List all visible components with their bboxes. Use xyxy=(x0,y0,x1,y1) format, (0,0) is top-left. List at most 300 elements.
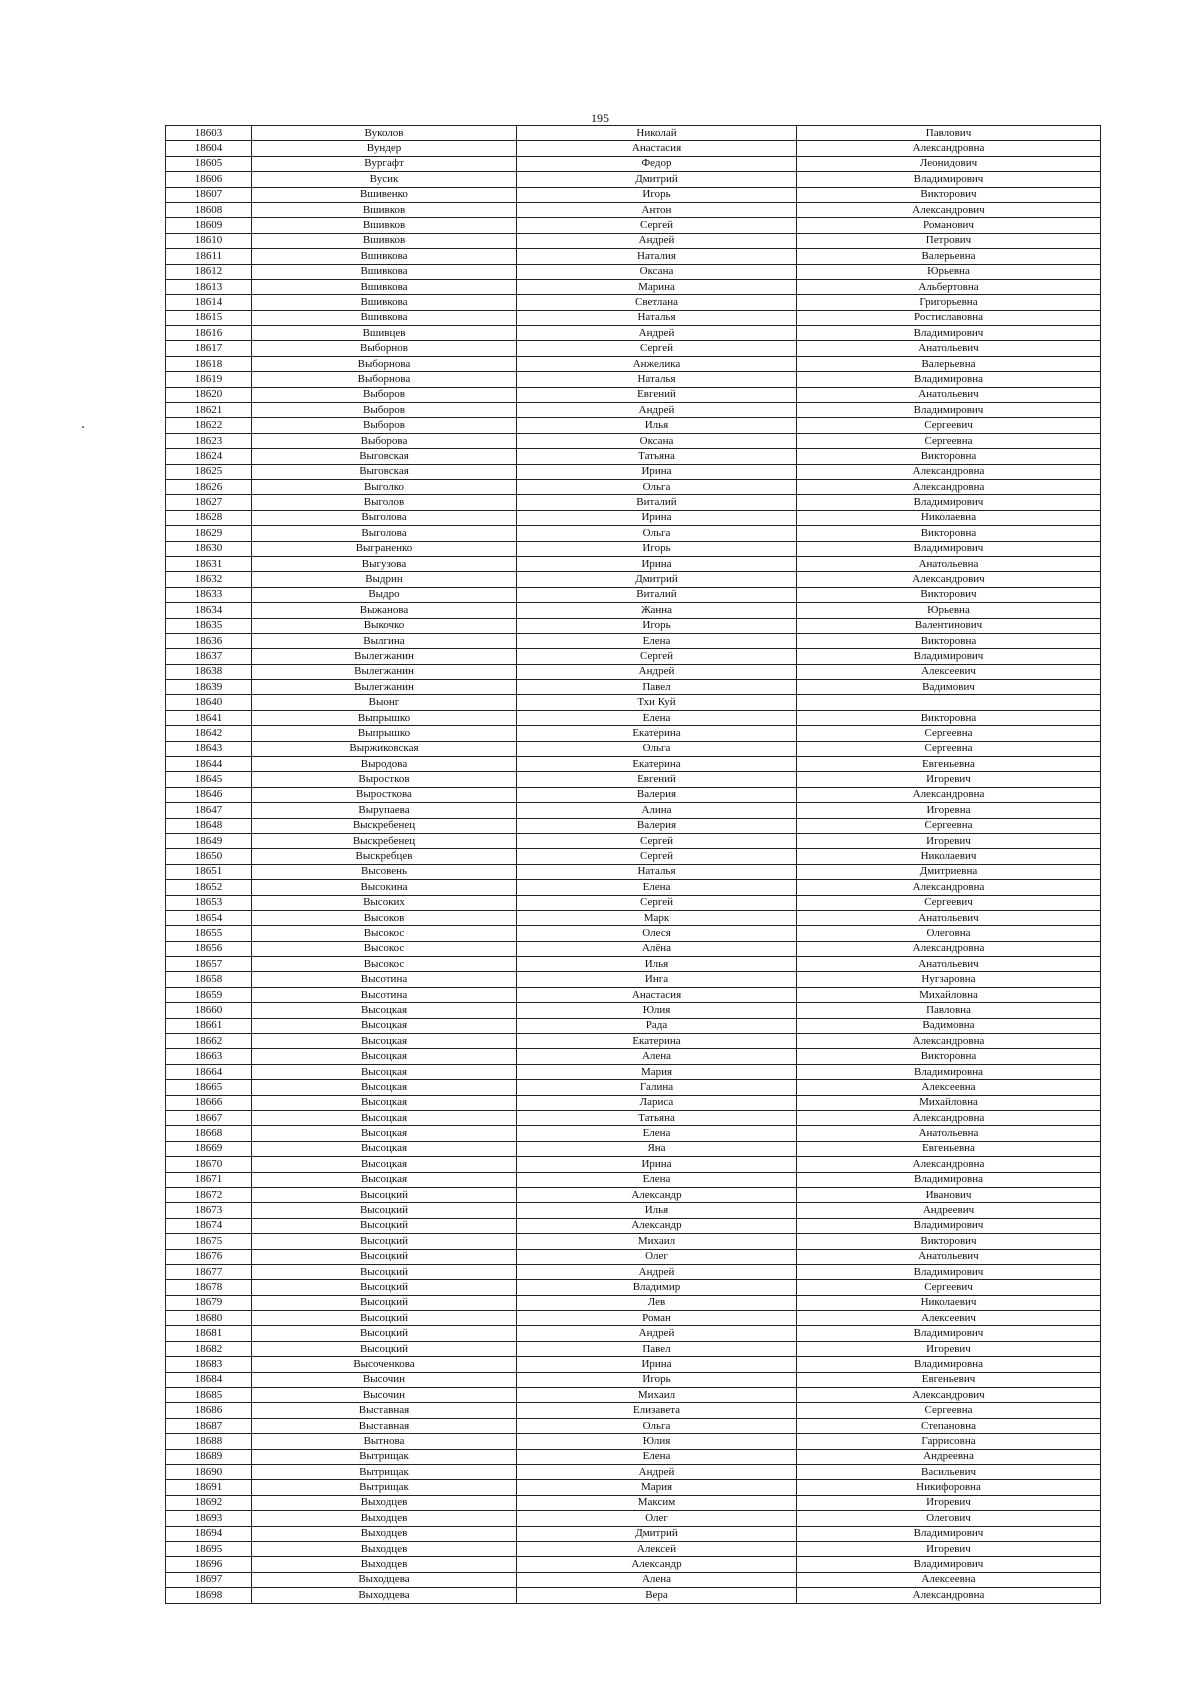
surname-cell: Выборова xyxy=(252,433,517,448)
surname-cell: Выкочко xyxy=(252,618,517,633)
patronymic-cell: Петрович xyxy=(797,233,1101,248)
surname-cell: Высоцкая xyxy=(252,1141,517,1156)
table-row xyxy=(166,541,1101,556)
row-number-cell: 18659 xyxy=(166,987,252,1002)
patronymic-cell: Никифоровна xyxy=(797,1480,1101,1495)
table-row xyxy=(166,1049,1101,1064)
surname-cell: Выдро xyxy=(252,587,517,602)
first-name-cell: Ирина xyxy=(517,510,797,525)
row-number-cell: 18672 xyxy=(166,1187,252,1202)
first-name-cell: Александр xyxy=(517,1218,797,1233)
row-number-cell: 18642 xyxy=(166,726,252,741)
patronymic-cell: Вадимовна xyxy=(797,1018,1101,1033)
table-row xyxy=(166,1449,1101,1464)
scan-speck xyxy=(82,426,84,428)
table-row xyxy=(166,833,1101,848)
surname-cell: Выборов xyxy=(252,403,517,418)
patronymic-cell: Владимирович xyxy=(797,1557,1101,1572)
table-row xyxy=(166,803,1101,818)
row-number-cell: 18693 xyxy=(166,1511,252,1526)
surname-cell: Выграненко xyxy=(252,541,517,556)
first-name-cell: Вера xyxy=(517,1588,797,1603)
first-name-cell: Сергей xyxy=(517,649,797,664)
patronymic-cell: Юрьевна xyxy=(797,264,1101,279)
table-row xyxy=(166,202,1101,217)
first-name-cell: Марина xyxy=(517,279,797,294)
surname-cell: Высовень xyxy=(252,864,517,879)
row-number-cell: 18655 xyxy=(166,926,252,941)
surname-cell: Высотина xyxy=(252,987,517,1002)
table-row xyxy=(166,757,1101,772)
patronymic-cell: Александрович xyxy=(797,1388,1101,1403)
table-row xyxy=(166,1357,1101,1372)
table-row xyxy=(166,864,1101,879)
table-row xyxy=(166,1203,1101,1218)
table-row xyxy=(166,1249,1101,1264)
first-name-cell: Яна xyxy=(517,1141,797,1156)
row-number-cell: 18641 xyxy=(166,710,252,725)
row-number-cell: 18621 xyxy=(166,403,252,418)
surname-cell: Высоцкая xyxy=(252,1018,517,1033)
first-name-cell: Михаил xyxy=(517,1234,797,1249)
surname-cell: Высоцкий xyxy=(252,1203,517,1218)
row-number-cell: 18698 xyxy=(166,1588,252,1603)
first-name-cell: Михаил xyxy=(517,1388,797,1403)
patronymic-cell: Николаевич xyxy=(797,849,1101,864)
surname-cell: Высоцкая xyxy=(252,1172,517,1187)
first-name-cell: Илья xyxy=(517,957,797,972)
patronymic-cell: Анатольевна xyxy=(797,556,1101,571)
table-row xyxy=(166,787,1101,802)
row-number-cell: 18696 xyxy=(166,1557,252,1572)
row-number-cell: 18639 xyxy=(166,680,252,695)
patronymic-cell: Васильевич xyxy=(797,1464,1101,1479)
surname-cell: Высоцкая xyxy=(252,1111,517,1126)
patronymic-cell: Павлович xyxy=(797,126,1101,141)
table-row xyxy=(166,1557,1101,1572)
table-row xyxy=(166,1018,1101,1033)
patronymic-cell: Анатольевич xyxy=(797,387,1101,402)
first-name-cell: Татьяна xyxy=(517,449,797,464)
row-number-cell: 18697 xyxy=(166,1572,252,1587)
first-name-cell: Екатерина xyxy=(517,1034,797,1049)
surname-cell: Выходцева xyxy=(252,1588,517,1603)
table-row xyxy=(166,387,1101,402)
first-name-cell: Сергей xyxy=(517,341,797,356)
surname-cell: Вшивкова xyxy=(252,249,517,264)
row-number-cell: 18631 xyxy=(166,556,252,571)
row-number-cell: 18684 xyxy=(166,1372,252,1387)
table-row xyxy=(166,1280,1101,1295)
surname-cell: Высоцкий xyxy=(252,1218,517,1233)
table-row xyxy=(166,772,1101,787)
first-name-cell: Валерия xyxy=(517,787,797,802)
surname-cell: Вытрищак xyxy=(252,1480,517,1495)
row-number-cell: 18651 xyxy=(166,864,252,879)
first-name-cell: Антон xyxy=(517,202,797,217)
first-name-cell: Ольга xyxy=(517,741,797,756)
surname-cell: Выголова xyxy=(252,510,517,525)
patronymic-cell: Викторовна xyxy=(797,526,1101,541)
patronymic-cell: Михайловна xyxy=(797,987,1101,1002)
patronymic-cell: Игоревич xyxy=(797,1541,1101,1556)
surname-cell: Выголов xyxy=(252,495,517,510)
table-row xyxy=(166,926,1101,941)
surname-cell: Выходцев xyxy=(252,1526,517,1541)
surname-cell: Выставная xyxy=(252,1418,517,1433)
first-name-cell: Владимир xyxy=(517,1280,797,1295)
first-name-cell: Александр xyxy=(517,1187,797,1202)
patronymic-cell: Юрьевна xyxy=(797,603,1101,618)
row-number-cell: 18604 xyxy=(166,141,252,156)
first-name-cell: Елена xyxy=(517,1172,797,1187)
patronymic-cell: Альбертовна xyxy=(797,279,1101,294)
surname-cell: Высоцкий xyxy=(252,1341,517,1356)
surname-cell: Выборов xyxy=(252,418,517,433)
table-row xyxy=(166,1295,1101,1310)
row-number-cell: 18624 xyxy=(166,449,252,464)
first-name-cell: Марк xyxy=(517,910,797,925)
table-row xyxy=(166,1541,1101,1556)
table-row xyxy=(166,1234,1101,1249)
row-number-cell: 18618 xyxy=(166,356,252,371)
surname-cell: Высоков xyxy=(252,910,517,925)
surname-cell: Выскребенец xyxy=(252,818,517,833)
surname-cell: Высоцкий xyxy=(252,1311,517,1326)
patronymic-cell: Александрович xyxy=(797,572,1101,587)
row-number-cell: 18656 xyxy=(166,941,252,956)
table-row xyxy=(166,1480,1101,1495)
row-number-cell: 18608 xyxy=(166,202,252,217)
first-name-cell: Галина xyxy=(517,1080,797,1095)
surname-cell: Высоцкий xyxy=(252,1326,517,1341)
patronymic-cell: Викторовна xyxy=(797,449,1101,464)
table-row xyxy=(166,279,1101,294)
patronymic-cell: Александровна xyxy=(797,1588,1101,1603)
row-number-cell: 18638 xyxy=(166,664,252,679)
row-number-cell: 18665 xyxy=(166,1080,252,1095)
row-number-cell: 18657 xyxy=(166,957,252,972)
table-row xyxy=(166,1187,1101,1202)
table-row xyxy=(166,264,1101,279)
patronymic-cell: Нугзаровна xyxy=(797,972,1101,987)
patronymic-cell: Владимирович xyxy=(797,541,1101,556)
first-name-cell: Олег xyxy=(517,1249,797,1264)
surname-cell: Выскребцев xyxy=(252,849,517,864)
row-number-cell: 18619 xyxy=(166,372,252,387)
surname-cell: Вшивкова xyxy=(252,310,517,325)
surname-cell: Вылегжанин xyxy=(252,664,517,679)
table-row xyxy=(166,1157,1101,1172)
table-row xyxy=(166,141,1101,156)
surname-cell: Выростков xyxy=(252,772,517,787)
patronymic-cell: Сергеевна xyxy=(797,818,1101,833)
first-name-cell: Виталий xyxy=(517,587,797,602)
first-name-cell: Оксана xyxy=(517,433,797,448)
table-row xyxy=(166,572,1101,587)
table-row xyxy=(166,587,1101,602)
table-row xyxy=(166,910,1101,925)
row-number-cell: 18677 xyxy=(166,1264,252,1279)
surname-cell: Вырупаева xyxy=(252,803,517,818)
patronymic-cell: Леонидович xyxy=(797,156,1101,171)
patronymic-cell: Евгеньевич xyxy=(797,1372,1101,1387)
surname-cell: Выговская xyxy=(252,449,517,464)
table-row xyxy=(166,1064,1101,1079)
first-name-cell: Анжелика xyxy=(517,356,797,371)
patronymic-cell: Николаевич xyxy=(797,1295,1101,1310)
surname-cell: Высотина xyxy=(252,972,517,987)
table-row xyxy=(166,1326,1101,1341)
page-number: 195 xyxy=(591,111,609,125)
first-name-cell: Андрей xyxy=(517,664,797,679)
first-name-cell: Жанна xyxy=(517,603,797,618)
row-number-cell: 18674 xyxy=(166,1218,252,1233)
surname-cell: Выродова xyxy=(252,757,517,772)
first-name-cell: Андрей xyxy=(517,1326,797,1341)
surname-cell: Высоцкий xyxy=(252,1234,517,1249)
first-name-cell: Елена xyxy=(517,1126,797,1141)
patronymic-cell: Владимирович xyxy=(797,1326,1101,1341)
patronymic-cell: Евгеньевна xyxy=(797,757,1101,772)
table-row xyxy=(166,418,1101,433)
surname-cell: Вшивенко xyxy=(252,187,517,202)
surname-cell: Высоцкая xyxy=(252,1157,517,1172)
surname-cell: Вылгина xyxy=(252,633,517,648)
surname-cell: Выгузова xyxy=(252,556,517,571)
surname-cell: Вшивцев xyxy=(252,326,517,341)
first-name-cell: Николай xyxy=(517,126,797,141)
patronymic-cell: Сергеевич xyxy=(797,1280,1101,1295)
first-name-cell: Валерия xyxy=(517,818,797,833)
patronymic-cell: Владимирович xyxy=(797,495,1101,510)
row-number-cell: 18640 xyxy=(166,695,252,710)
patronymic-cell: Владимирович xyxy=(797,172,1101,187)
patronymic-cell: Андреевич xyxy=(797,1203,1101,1218)
surname-cell: Вшивков xyxy=(252,202,517,217)
row-number-cell: 18623 xyxy=(166,433,252,448)
surname-cell: Выпрышко xyxy=(252,710,517,725)
table-row xyxy=(166,172,1101,187)
first-name-cell: Сергей xyxy=(517,895,797,910)
patronymic-cell: Алексеевич xyxy=(797,1311,1101,1326)
first-name-cell: Ирина xyxy=(517,556,797,571)
patronymic-cell: Анатольевич xyxy=(797,910,1101,925)
table-row xyxy=(166,233,1101,248)
table-row xyxy=(166,341,1101,356)
table-row xyxy=(166,680,1101,695)
table-row xyxy=(166,649,1101,664)
table-row xyxy=(166,1434,1101,1449)
row-number-cell: 18671 xyxy=(166,1172,252,1187)
first-name-cell: Игорь xyxy=(517,1372,797,1387)
first-name-cell: Игорь xyxy=(517,187,797,202)
first-name-cell: Андрей xyxy=(517,403,797,418)
surname-cell: Высоченкова xyxy=(252,1357,517,1372)
surname-cell: Выговская xyxy=(252,464,517,479)
first-name-cell: Илья xyxy=(517,1203,797,1218)
surname-cell: Выголова xyxy=(252,526,517,541)
row-number-cell: 18643 xyxy=(166,741,252,756)
surname-cell: Выдрин xyxy=(252,572,517,587)
patronymic-cell: Владимировна xyxy=(797,1064,1101,1079)
first-name-cell: Алексей xyxy=(517,1541,797,1556)
first-name-cell: Павел xyxy=(517,1341,797,1356)
table-row xyxy=(166,1141,1101,1156)
table-row xyxy=(166,1095,1101,1110)
row-number-cell: 18680 xyxy=(166,1311,252,1326)
row-number-cell: 18632 xyxy=(166,572,252,587)
first-name-cell: Алина xyxy=(517,803,797,818)
first-name-cell: Оксана xyxy=(517,264,797,279)
patronymic-cell: Сергеевна xyxy=(797,741,1101,756)
row-number-cell: 18611 xyxy=(166,249,252,264)
row-number-cell: 18686 xyxy=(166,1403,252,1418)
table-row xyxy=(166,1126,1101,1141)
patronymic-cell: Викторовна xyxy=(797,633,1101,648)
row-number-cell: 18647 xyxy=(166,803,252,818)
patronymic-cell: Алексеевна xyxy=(797,1080,1101,1095)
first-name-cell: Ольга xyxy=(517,526,797,541)
first-name-cell: Елена xyxy=(517,633,797,648)
first-name-cell: Наталья xyxy=(517,864,797,879)
row-number-cell: 18634 xyxy=(166,603,252,618)
table-row xyxy=(166,526,1101,541)
patronymic-cell: Александровна xyxy=(797,1111,1101,1126)
table-row xyxy=(166,1495,1101,1510)
table-row xyxy=(166,633,1101,648)
table-row xyxy=(166,1418,1101,1433)
surname-cell: Высочин xyxy=(252,1388,517,1403)
patronymic-cell: Сергеевич xyxy=(797,418,1101,433)
first-name-cell: Юлия xyxy=(517,1003,797,1018)
row-number-cell: 18615 xyxy=(166,310,252,325)
row-number-cell: 18635 xyxy=(166,618,252,633)
row-number-cell: 18690 xyxy=(166,1464,252,1479)
table-row xyxy=(166,1172,1101,1187)
table-row xyxy=(166,495,1101,510)
row-number-cell: 18625 xyxy=(166,464,252,479)
surname-cell: Высоцкая xyxy=(252,1034,517,1049)
row-number-cell: 18694 xyxy=(166,1526,252,1541)
patronymic-cell: Александрович xyxy=(797,202,1101,217)
row-number-cell: 18667 xyxy=(166,1111,252,1126)
table-row xyxy=(166,1526,1101,1541)
first-name-cell: Ольга xyxy=(517,1418,797,1433)
row-number-cell: 18628 xyxy=(166,510,252,525)
surname-cell: Выходцев xyxy=(252,1511,517,1526)
patronymic-cell: Олегович xyxy=(797,1511,1101,1526)
first-name-cell: Олеся xyxy=(517,926,797,941)
patronymic-cell: Александровна xyxy=(797,941,1101,956)
table-row xyxy=(166,741,1101,756)
surname-cell: Выборнов xyxy=(252,341,517,356)
first-name-cell: Анастасия xyxy=(517,141,797,156)
patronymic-cell: Анатольевич xyxy=(797,957,1101,972)
table-row xyxy=(166,433,1101,448)
first-name-cell: Павел xyxy=(517,680,797,695)
table-row xyxy=(166,1264,1101,1279)
surname-cell: Вшивкова xyxy=(252,295,517,310)
table-row xyxy=(166,1511,1101,1526)
table-row xyxy=(166,187,1101,202)
surname-cell: Выголко xyxy=(252,479,517,494)
patronymic-cell: Григорьевна xyxy=(797,295,1101,310)
surname-cell: Вургафт xyxy=(252,156,517,171)
row-number-cell: 18605 xyxy=(166,156,252,171)
table-row xyxy=(166,218,1101,233)
surname-cell: Вшивков xyxy=(252,218,517,233)
first-name-cell: Тхи Куй xyxy=(517,695,797,710)
row-number-cell: 18662 xyxy=(166,1034,252,1049)
patronymic-cell: Анатольевич xyxy=(797,1249,1101,1264)
patronymic-cell: Олеговна xyxy=(797,926,1101,941)
first-name-cell: Игорь xyxy=(517,618,797,633)
patronymic-cell: Романович xyxy=(797,218,1101,233)
table-row xyxy=(166,510,1101,525)
row-number-cell: 18636 xyxy=(166,633,252,648)
first-name-cell: Максим xyxy=(517,1495,797,1510)
surname-cell: Выжанова xyxy=(252,603,517,618)
patronymic-cell: Анатольевна xyxy=(797,1126,1101,1141)
row-number-cell: 18681 xyxy=(166,1326,252,1341)
surname-cell: Выборнова xyxy=(252,356,517,371)
table-row xyxy=(166,356,1101,371)
first-name-cell: Анастасия xyxy=(517,987,797,1002)
surname-cell: Высокина xyxy=(252,880,517,895)
surname-cell: Выборов xyxy=(252,387,517,402)
surname-cell: Вылегжанин xyxy=(252,649,517,664)
patronymic-cell: Валентинович xyxy=(797,618,1101,633)
surname-cell: Высокос xyxy=(252,941,517,956)
patronymic-cell: Иванович xyxy=(797,1187,1101,1202)
patronymic-cell: Игоревич xyxy=(797,833,1101,848)
first-name-cell: Наталья xyxy=(517,372,797,387)
row-number-cell: 18692 xyxy=(166,1495,252,1510)
patronymic-cell: Александровна xyxy=(797,1157,1101,1172)
surname-cell: Высоцкая xyxy=(252,1003,517,1018)
first-name-cell: Наталья xyxy=(517,310,797,325)
first-name-cell: Ирина xyxy=(517,1357,797,1372)
patronymic-cell: Игоревич xyxy=(797,772,1101,787)
surname-cell: Высоцкий xyxy=(252,1280,517,1295)
table-row xyxy=(166,249,1101,264)
table-row xyxy=(166,987,1101,1002)
table-row xyxy=(166,556,1101,571)
row-number-cell: 18691 xyxy=(166,1480,252,1495)
surname-cell: Высоцкая xyxy=(252,1095,517,1110)
patronymic-cell: Игоревич xyxy=(797,1495,1101,1510)
first-name-cell: Евгений xyxy=(517,387,797,402)
surname-cell: Высоцкая xyxy=(252,1080,517,1095)
first-name-cell: Юлия xyxy=(517,1434,797,1449)
patronymic-cell: Александровна xyxy=(797,1034,1101,1049)
first-name-cell: Сергей xyxy=(517,833,797,848)
table-row xyxy=(166,618,1101,633)
surname-cell: Высоцкий xyxy=(252,1187,517,1202)
patronymic-cell xyxy=(797,695,1101,710)
row-number-cell: 18629 xyxy=(166,526,252,541)
row-number-cell: 18633 xyxy=(166,587,252,602)
patronymic-cell: Викторович xyxy=(797,1234,1101,1249)
first-name-cell: Роман xyxy=(517,1311,797,1326)
table-row xyxy=(166,1403,1101,1418)
first-name-cell: Виталий xyxy=(517,495,797,510)
surname-cell: Выходцев xyxy=(252,1495,517,1510)
first-name-cell: Екатерина xyxy=(517,757,797,772)
table-row xyxy=(166,818,1101,833)
surname-cell: Вуколов xyxy=(252,126,517,141)
